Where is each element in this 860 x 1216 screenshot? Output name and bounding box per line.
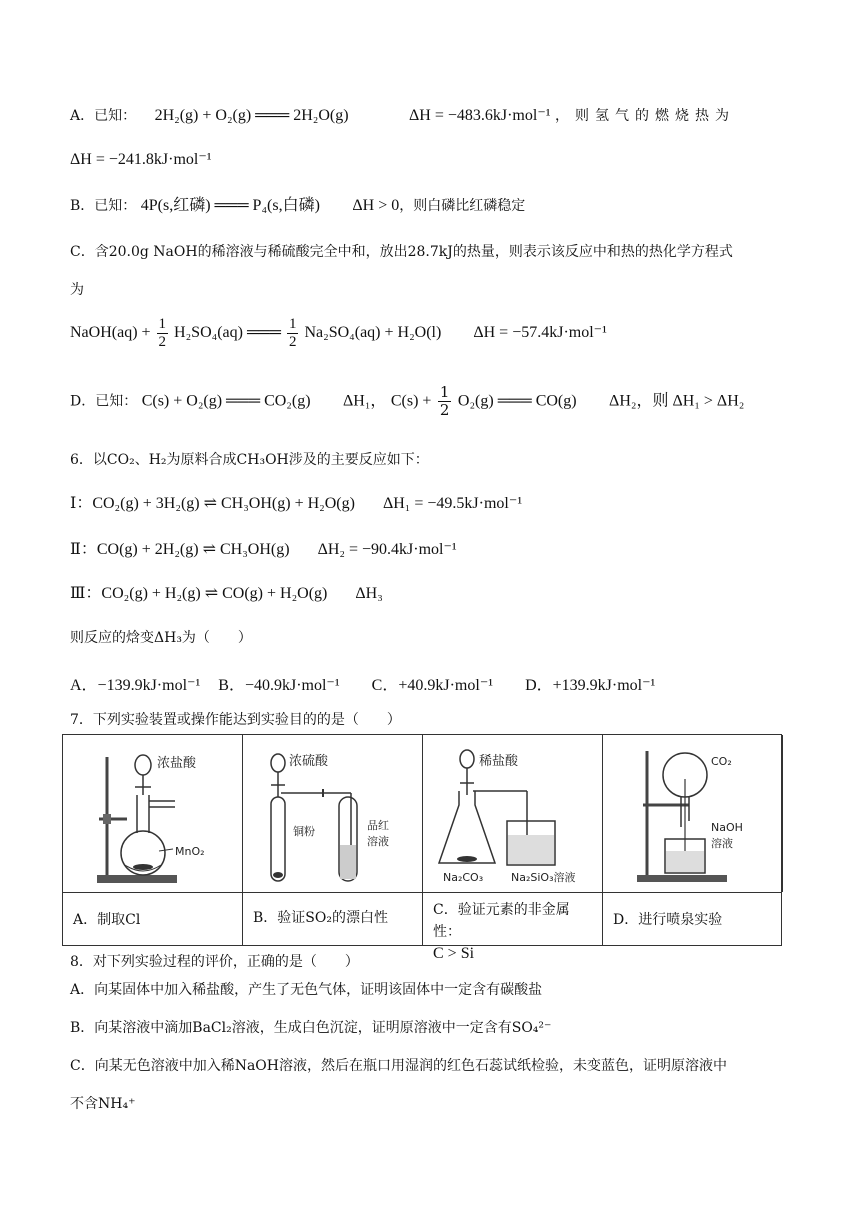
caption-d: D．进行喷泉实验 [603, 892, 781, 945]
option-b-label: B．已知： [70, 198, 137, 214]
figure-c-acid-label: 稀盐酸 [479, 754, 519, 769]
figure-b-solid-label: 铜粉 [293, 825, 315, 838]
caption-c-line2: C > Si [433, 945, 475, 962]
q6-ask: 则反应的焓变ΔH₃为（ ） [70, 630, 252, 646]
option-b-enthalpy: ΔH > 0 [352, 197, 400, 214]
q6-choice-d: D．+139.9kJ·mol⁻¹ [525, 677, 656, 694]
figure-b-so2-setup [243, 735, 423, 892]
figure-a-solid-label: MnO₂ [175, 845, 205, 858]
q6-r3-dh: ΔH₃ [355, 585, 383, 602]
q6-r2-eq: Ⅱ：CO(g) + 2H₂(g) ⇌ CH₃OH(g) [70, 541, 290, 558]
option-c-frac2: $\frac{1}{2}$ [288, 316, 297, 350]
caption-b: B．验证SO₂的漂白性 [243, 892, 423, 945]
q6-stem: 6．以CO₂、H₂为原料合成CH₃OH涉及的主要反应如下： [70, 452, 429, 468]
figure-c-nonmetal-setup [423, 735, 603, 892]
q6-reaction-2 [70, 540, 457, 560]
q7-stem: 7．下列实验装置或操作能达到实验目的的是（ ） [70, 712, 401, 728]
figure-b-acid-label: 浓硫酸 [289, 754, 329, 769]
q6-choice-c: C．+40.9kJ·mol⁻¹ [371, 677, 494, 694]
option-c-line2: 为 [70, 282, 84, 298]
q6-reaction-3 [70, 584, 383, 604]
q6-choice-a: A．−139.9kJ·mol⁻¹ [70, 677, 201, 694]
option-b-line [70, 196, 525, 216]
option-c-eq-mid: H₂SO₄(aq) ═══ [174, 324, 281, 342]
figure-d-fountain-setup [603, 735, 783, 892]
q8-option-c-line1: C．向某无色溶液中加入稀NaOH溶液，然后在瓶口用湿润的红色石蕊试纸检验，未变蓝色，证明原溶液中 [70, 1058, 727, 1074]
caption-c [423, 892, 603, 962]
option-d-frac: $\frac{1}{2}$ [439, 383, 450, 419]
figure-b-sol-label2: 溶液 [367, 835, 389, 848]
option-c-eq-left: NaOH(aq) + [70, 324, 151, 342]
option-a-tail: ，则氢气的燃烧热为 [555, 108, 736, 124]
option-b-equation: 4P(s,红磷) ═══ P₄(s,白磷) [140, 197, 320, 214]
q6-r1-dh: ΔH₁ = −49.5kJ·mol⁻¹ [382, 495, 523, 512]
q8-option-a: A．向某固体中加入稀盐酸，产生了无色气体，证明该固体中一定含有碳酸盐 [70, 982, 543, 998]
q8-stem: 8．对下列实验过程的评价，正确的是（ ） [70, 954, 359, 970]
option-b-tail: ，则白磷比红磷稳定 [399, 198, 526, 214]
option-d-eq2b: O₂(g) ═══ CO(g) [457, 392, 577, 410]
figure-c-sol-label: Na₂SiO₃溶液 [511, 871, 576, 884]
figure-d-sol-label1: NaOH [711, 821, 743, 834]
option-d-dh2: ΔH₂，则 ΔH₁ > ΔH₂ [609, 392, 745, 410]
option-d-eq2a: C(s) + [390, 392, 432, 410]
option-a-label: A．已知： [70, 108, 137, 124]
caption-a: A．制取Cl [63, 892, 243, 945]
figure-a-acid-label: 浓盐酸 [157, 756, 197, 771]
figure-d-gas-label: CO₂ [711, 755, 732, 768]
q6-r2-dh: ΔH₂ = −90.4kJ·mol⁻¹ [317, 541, 457, 558]
option-d-eq1: C(s) + O₂(g) ═══ CO₂(g) [141, 392, 311, 410]
option-a-enthalpy: ΔH = −483.6kJ·mol⁻¹ [408, 107, 551, 124]
caption-c-line1: C．验证元素的非金属性： [433, 902, 570, 940]
option-c-equation-line [70, 316, 607, 351]
figure-d-sol-label2: 溶液 [711, 837, 733, 850]
option-d-label: D．已知： [70, 393, 138, 410]
option-c-line1: C．含20.0g NaOH的稀溶液与稀硫酸完全中和，放出28.7kJ的热量，则表示该反应中和热的热化学方程式 [70, 244, 733, 260]
option-a-line [70, 106, 735, 126]
option-c-eq-right: Na₂SO₄(aq) + H₂O(l) [304, 324, 442, 342]
q8-option-b: B．向某溶液中滴加BaCl₂溶液，生成白色沉淀，证明原溶液中一定含有SO₄²⁻ [70, 1020, 552, 1036]
q6-r3-eq: Ⅲ：CO₂(g) + H₂(g) ⇌ CO(g) + H₂O(g) [70, 585, 328, 602]
option-c-frac1: $\frac{1}{2}$ [158, 316, 167, 350]
figure-c-solid-label: Na₂CO₃ [443, 871, 484, 884]
q8-option-c-line2: 不含NH₄⁺ [70, 1096, 136, 1112]
figure-a-chlorine-setup [63, 735, 243, 892]
option-a-line2: ΔH = −241.8kJ·mol⁻¹ [70, 151, 212, 168]
q6-choices [70, 676, 655, 696]
option-a-equation: 2H₂(g) + O₂(g) ═══ 2H₂O(g) [154, 107, 349, 124]
figure-b-sol-label1: 品红 [367, 819, 389, 832]
option-d-dh1: ΔH₁， [342, 392, 387, 410]
q6-r1-eq: Ⅰ：CO₂(g) + 3H₂(g) ⇌ CH₃OH(g) + H₂O(g) [70, 495, 355, 512]
q6-choice-b: B．−40.9kJ·mol⁻¹ [218, 677, 340, 694]
option-d-line [70, 384, 744, 419]
option-c-enthalpy: ΔH = −57.4kJ·mol⁻¹ [473, 324, 607, 342]
q6-reaction-1 [70, 494, 522, 514]
